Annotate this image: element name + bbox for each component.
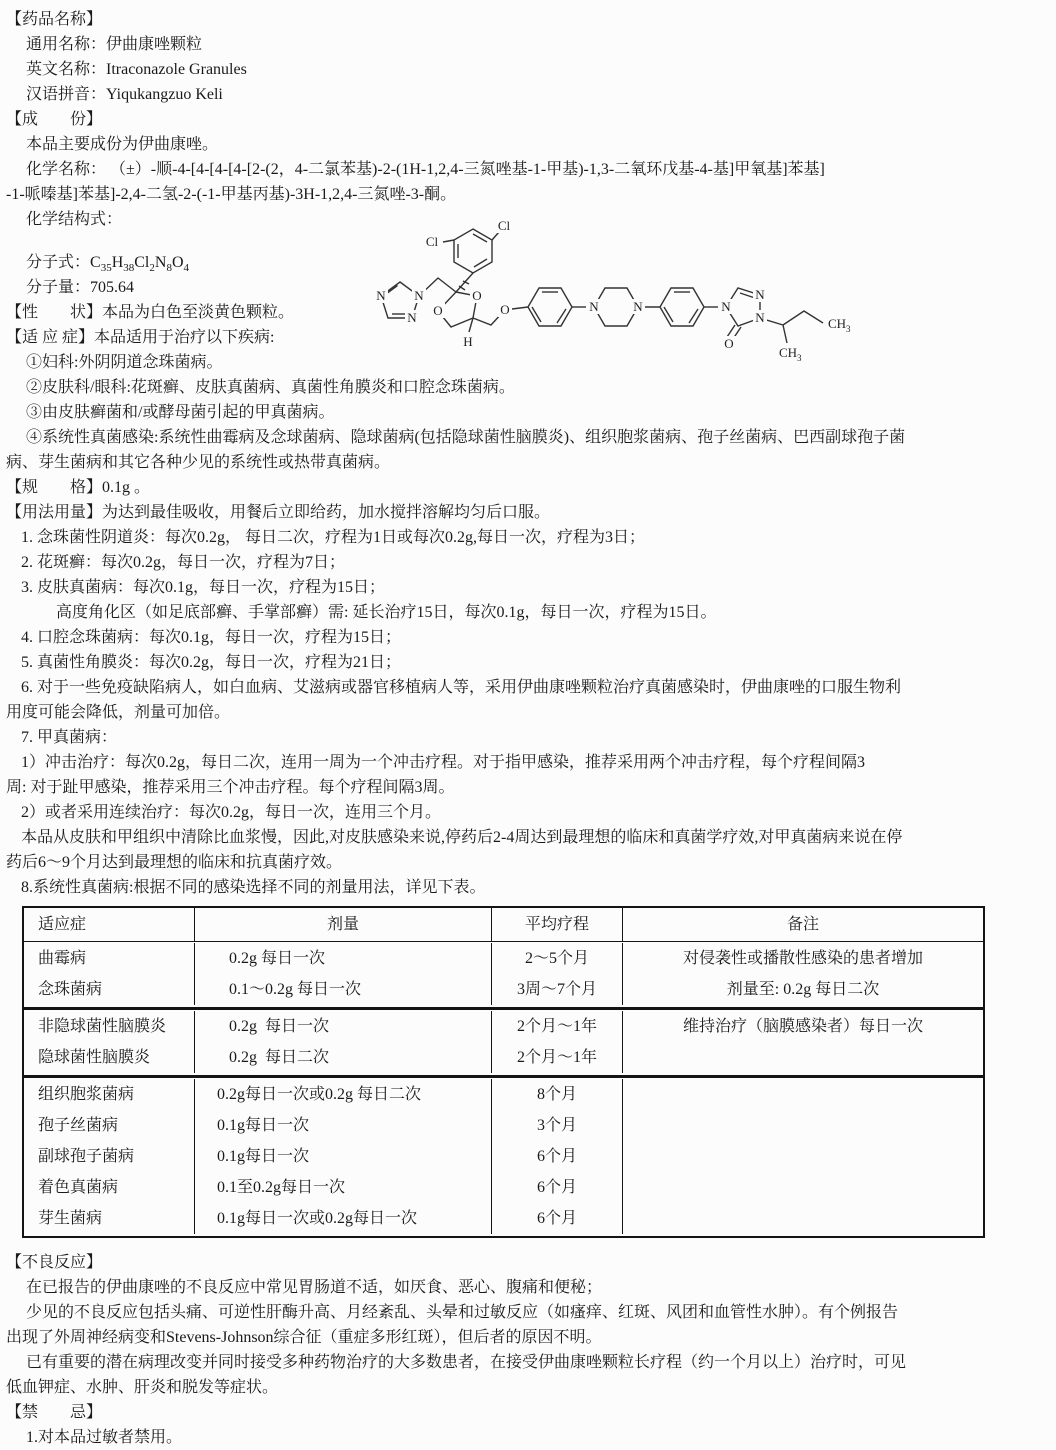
doc-line: ①妇科:外阴阴道念珠菌病。 [26,354,223,371]
doc-line: 【适 应 症】本品适用于治疗以下疾病: [6,329,275,346]
table-cell-line: 0.1～0.2g 每日一次 [229,981,362,998]
doc-line: 在已报告的伊曲康唑的不良反应中常见胃肠道不适，如厌食、恶心、腹痛和便秘； [26,1279,603,1296]
doc-line: -1-哌嗪基]苯基]-2,4-二氢-2-(-1-甲基丙基)-3H-1,2,4-三氮唑-3-酮。 [6,186,457,203]
doc-line: 【性 状】本品为白色至淡黄色颗粒。 [6,304,295,321]
structure-atom-labels [374,218,851,363]
doc-line: 化学结构式： [26,211,123,228]
doc-line: 周: 对于趾甲感染，推荐采用三个冲击疗程。每个疗程间隔3周。 [6,779,455,796]
table-cell-line: 0.2g 每日一次 [229,1018,330,1035]
doc-line: 5. 真菌性角膜炎：每次0.2g，每日一次，疗程为21日； [21,654,402,671]
doc-line: 【用法用量】为达到最佳吸收，用餐后立即给药，加水搅拌溶解均匀后口服。 [6,504,551,521]
doc-line: 通用名称：伊曲康唑颗粒 [26,36,203,53]
table-cell-line: 孢子丝菌病 [38,1117,119,1134]
table-cell-line: 2～5个月 [524,950,589,967]
table-cell-line [623,1042,983,1073]
methyl-group-label: CH [779,345,798,360]
doc-line: 高度角化区（如足底部癣、手掌部癣）需: 延长治疗15日，每次0.1g，每日一次，疗程为15日。 [56,604,717,621]
itraconazole-structure-diagram [352,210,852,365]
table-cell-line: 剂量至: 0.2g 每日二次 [726,981,880,998]
table-cell-line: 8个月 [536,1086,577,1103]
table-cell-line: 0.2g每日一次或0.2g 每日二次 [217,1086,422,1103]
table-group-row [24,1007,983,1075]
table-header-cell: 平均疗程 [491,908,622,941]
doc-line: 低血钾症、水肿、肝炎和脱发等症状。 [6,1379,279,1396]
doc-line: 1）冲击治疗：每次0.2g，每日二次，连用一周为一个冲击疗程。对于指甲感染，推荐采用两个冲击疗程，每个疗程间隔3 [21,754,866,771]
doc-line: 【规 格】0.1g 。 [6,479,151,496]
table-cell-line: 0.1g每日一次 [217,1117,310,1134]
table-cell-line: 组织胞浆菌病 [38,1086,135,1103]
table-cell-line [623,1203,983,1234]
table-cell-line: 对侵袭性或播散性感染的患者增加 [682,950,923,967]
table-cell-line: 0.2g 每日二次 [229,1049,330,1066]
table-cell-line: 副球孢子菌病 [38,1148,135,1165]
methyl-subscript: 3 [797,353,802,363]
oxygen-atom-label: O [724,336,734,351]
structure-bonds [381,229,823,343]
chlorine-atom-label: Cl [497,218,511,233]
doc-line: 已有重要的潜在病理改变并同时接受多种药物治疗的大多数患者，在接受伊曲康唑颗粒长疗程（约一个月以上）治疗时，可见 [26,1354,907,1371]
table-cell [24,1011,194,1073]
table-cell-line: 0.1至0.2g每日一次 [217,1179,346,1196]
table-cell-line: 6个月 [536,1148,577,1165]
doc-line: 英文名称：Itraconazole Granules [26,61,247,78]
table-cell-line: 芽生菌病 [38,1210,103,1227]
table-cell [24,943,194,1005]
methyl-subscript: 3 [846,324,851,334]
table-cell-line: 隐球菌性脑膜炎 [38,1049,151,1066]
table-cell-line: 非隐球菌性脑膜炎 [38,1018,167,1035]
doc-line: 1.对本品过敏者禁用。 [26,1429,183,1446]
table-cell [622,1079,983,1234]
methyl-group-label: CH [828,316,847,331]
doc-line: 本品主要成份为伊曲康唑。 [26,136,219,153]
table-cell-line: 曲霉病 [38,950,87,967]
table-cell-line: 0.1g每日一次或0.2g每日一次 [217,1210,418,1227]
doc-line: 2. 花斑癣：每次0.2g，每日一次，疗程为7日； [21,554,346,571]
systemic-fungal-dosage-table [22,906,985,1238]
nitrogen-atom-label: N [589,299,599,314]
table-cell [491,1079,622,1234]
table-cell-line: 着色真菌病 [38,1179,119,1196]
table-cell-line: 6个月 [536,1210,577,1227]
table-header-row [24,908,983,942]
table-cell-line: 6个月 [536,1179,577,1196]
table-cell-line: 3周～7个月 [516,981,597,998]
doc-line: 病、芽生菌病和其它各种少见的系统性或热带真菌病。 [6,454,391,471]
table-cell [194,1079,491,1234]
table-cell [622,1011,983,1073]
table-cell-line [623,1172,983,1203]
doc-line: 出现了外周神经病变和Stevens-Johnson综合征（重症多形红斑），但后者的原因不明。 [6,1329,602,1346]
chlorine-atom-label: Cl [425,234,439,249]
table-header-cell: 剂量 [194,908,491,941]
table-cell [194,1011,491,1073]
table-header-cell: 适应症 [38,916,87,933]
hydrogen-atom-label: H [463,334,473,349]
nitrogen-atom-label: N [755,310,765,325]
doc-line: 药后6～9个月达到最理想的临床和抗真菌疗效。 [6,854,343,871]
doc-line: ③由皮肤癣菌和/或酵母菌引起的甲真菌病。 [26,404,335,421]
nitrogen-atom-label: N [414,288,424,303]
section-names-and-composition [0,7,1056,232]
table-cell-line [623,1079,983,1110]
table-cell-line: 2个月～1年 [516,1049,597,1066]
nitrogen-atom-label: N [633,299,643,314]
doc-line: 7. 甲真菌病： [21,729,118,746]
table-cell [491,943,622,1005]
table-cell [24,1079,194,1234]
doc-line: 2）或者采用连续治疗：每次0.2g，每日一次，连用三个月。 [21,804,442,821]
nitrogen-atom-label: N [755,287,765,302]
doc-line: 【不良反应】 [6,1254,103,1271]
table-cell [491,1011,622,1073]
table-cell-line: 3个月 [536,1117,577,1134]
nitrogen-atom-label: N [376,288,386,303]
table-cell-line: 0.2g 每日一次 [229,950,326,967]
doc-line: 6. 对于一些免疫缺陷病人，如白血病、艾滋病或器官移植病人等，采用伊曲康唑颗粒治疗真菌感染时，伊曲康唑的口服生物利 [21,679,902,696]
doc-line: 3. 皮肤真菌病：每次0.1g，每日一次，疗程为15日； [21,579,386,596]
table-cell-line [623,1141,983,1172]
oxygen-atom-label: O [472,288,482,303]
doc-line: 1. 念珠菌性阴道炎：每次0.2g， 每日二次，疗程为1日或每次0.2g,每日一次，疗程为3日； [21,529,646,546]
doc-line: 分子量：705.64 [26,279,135,296]
table-cell [622,943,983,1005]
table-cell [194,943,491,1005]
doc-line: ②皮肤科/眼科:花斑癣、皮肤真菌病、真菌性角膜炎和口腔念珠菌病。 [26,379,515,396]
doc-line: 汉语拼音：Yiqukangzuo Keli [26,86,223,103]
table-cell-line [623,1110,983,1141]
doc-line: ④系统性真菌感染:系统性曲霉病及念球菌病、隐球菌病(包括隐球菌性脑膜炎)、组织胞浆菌病、孢子丝菌病、巴西副球孢子菌 [26,429,906,446]
doc-line: 化学名称： （±）-顺-4-[4-[4-[4-[2-(2，4-二氯苯基)-2-(1H-1,2,4-三氮唑基-1-甲基)-1,3-二氧环戊基-4-基]甲氧基]苯基] [26,161,825,178]
doc-line: 【禁 忌】 [6,1404,103,1421]
doc-line: 分子式：$C_{35}H_{38}Cl_2N_8O_4$ [26,254,189,275]
nitrogen-atom-label: N [407,310,417,325]
section-adverse-reactions-contraindications [0,1250,1056,1450]
nitrogen-atom-label: N [721,299,731,314]
table-group-row [24,942,983,1007]
table-cell-line: 0.1g每日一次 [217,1148,310,1165]
doc-line: 8.系统性真菌病:根据不同的感染选择不同的剂量用法，详见下表。 [21,879,486,896]
table-header-cell: 备注 [622,908,983,941]
doc-line: 4. 口腔念珠菌病：每次0.1g，每日一次，疗程为15日； [21,629,402,646]
table-cell-line: 念珠菌病 [38,981,103,998]
doc-line: 【药品名称】 [6,11,103,28]
oxygen-atom-label: O [433,303,443,318]
doc-line: 本品从皮肤和甲组织中清除比血浆慢，因此,对皮肤感染来说,停药后2-4周达到最理想的临床和真菌学疗效,对甲真菌病来说在停 [21,829,903,846]
doc-line: 用度可能会降低，剂量可加倍。 [6,704,231,721]
table-group-row [24,1075,983,1236]
doc-line: 【成 份】 [6,111,103,128]
table-cell-line: 2个月～1年 [516,1018,597,1035]
table-cell-line: 维持治疗（脑膜感染者）每日一次 [682,1018,923,1035]
oxygen-atom-label: O [500,302,510,317]
doc-line: 少见的不良反应包括头痛、可逆性肝酶升高、月经紊乱、头晕和过敏反应（如瘙痒、红斑、风团和血管性水肿）。有个例报告 [26,1304,899,1321]
